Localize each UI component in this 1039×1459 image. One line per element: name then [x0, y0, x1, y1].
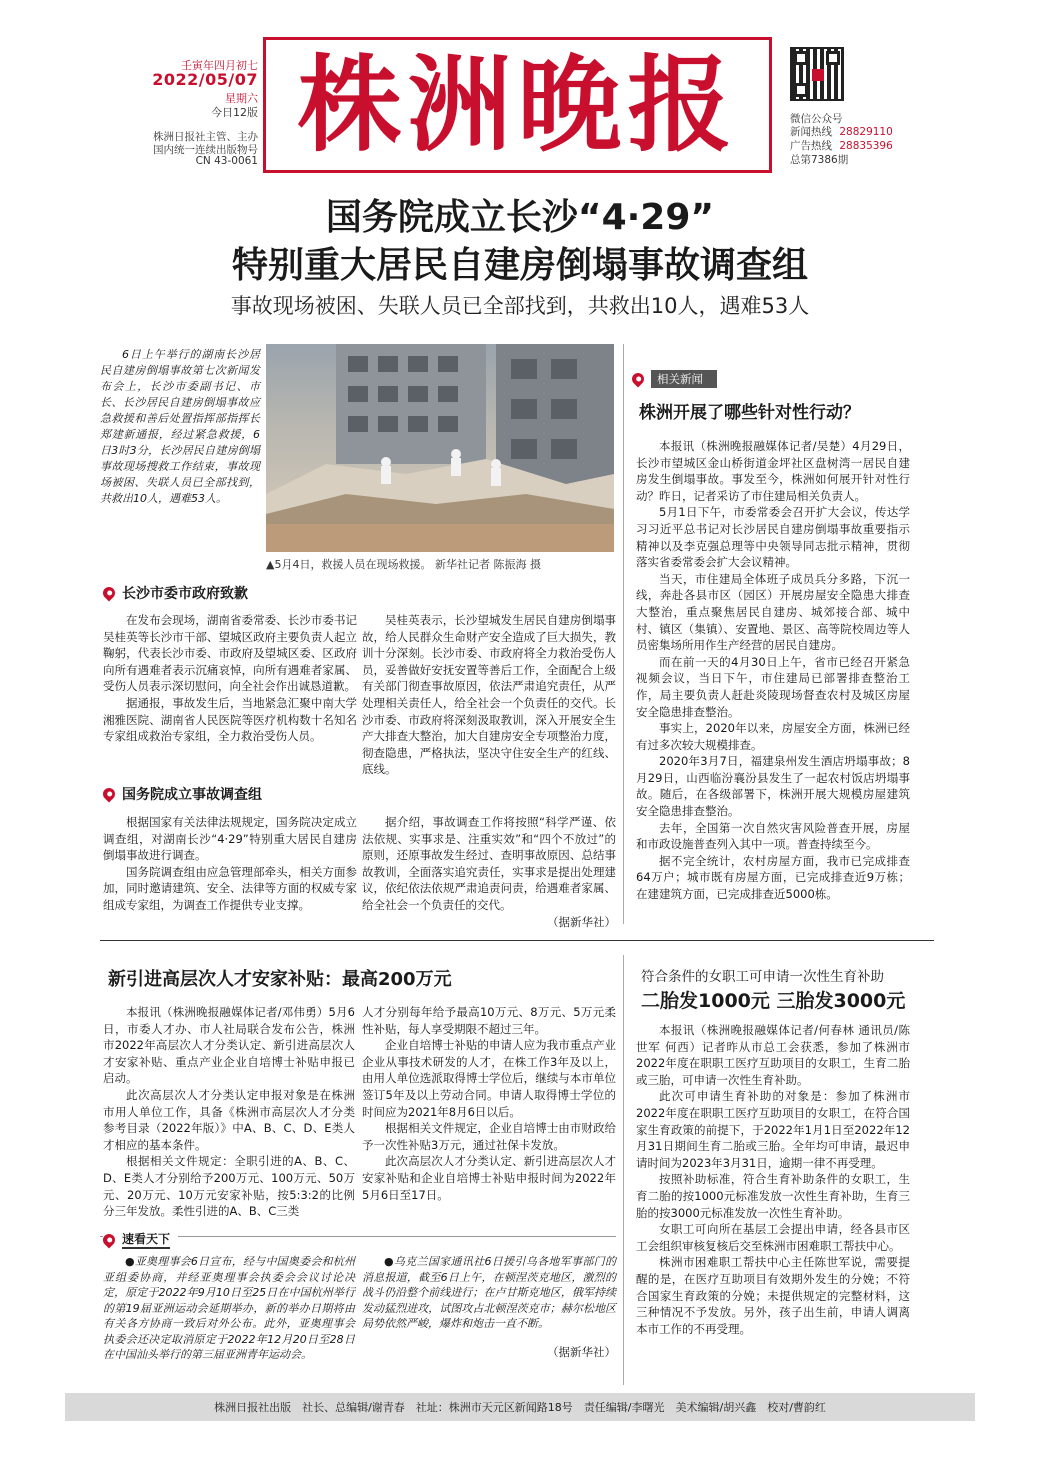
paragraph: 株洲市困难职工帮扶中心主任陈世军说，需要提醒的是，在医疗互助项目有效期外发生的分娩；不符合国家生育政策的分娩；未提供规定的完整材料，这三种情况不予发放。另外，孩子出生前，申请人调离本市工作的不再受理。 — [636, 1255, 910, 1336]
paragraph: 事实上，2020年以来，房屋安全方面，株洲已经有过多次较大规模排查。 — [636, 721, 910, 752]
ad-hotline — [790, 138, 893, 153]
cn-label: 国内统一连续出版物号 — [153, 144, 258, 156]
location-pin-icon — [101, 786, 118, 803]
headline-line1: 国务院成立长沙“4·29” — [325, 197, 715, 238]
paragraph: 据通报，事故发生后，当地紧急汇聚中南大学湘雅医院、湖南省人民医院等医疗机构数十名知名专家组成救治专家组，全力救治受伤人员。 — [103, 695, 357, 744]
paragraph: 企业自培博士补贴的申请人应为我市重点产业企业从事技术研发的人才，在株工作3年及以上，由用人单位选派取得博士学位后，继续与本市单位签订5年及以上劳动合同。申请人取得博士学位的时间应为2021年8月6日以后。 — [362, 1038, 616, 1119]
paragraph: 女职工可向所在基层工会提出申请，经各县市区工会组织审核复核后交至株洲市困难职工帮扶中心。 — [636, 1222, 910, 1253]
paragraph: 本报讯（株洲晚报融媒体记者/邓伟勇）5月6日，市委人才办、市人社局联合发布公告，株洲市2022年高层次人才分类认定、新引进高层次人才安家补贴、重点产业企业自培博士补贴申报已启动。 — [103, 1005, 355, 1086]
related-tag-text: 相关新闻 — [651, 370, 717, 388]
world-col2 — [362, 1254, 616, 1360]
paragraph: 根据相关文件规定：全职引进的A、B、C、D、E类人才分别给予200万元、100万元、50万元、20万元、10万元安家补贴，按5:3:2的比例分三年发放。柔性引进的A、B、C三类 — [103, 1154, 355, 1219]
apology-col2 — [362, 612, 616, 778]
investigation-col2 — [362, 814, 616, 930]
fertility-body — [636, 1022, 910, 1337]
apology-title-text: 长沙市委市政府致歉 — [122, 586, 248, 602]
paragraph: 根据相关文件规定，企业自培博士由市财政给予一次性补贴3万元，通过社保卡发放。 — [362, 1121, 616, 1152]
paragraph: 人才分别每年给予最高10万元、8万元、5万元柔性补贴，每人享受期限不超过三年。 — [362, 1005, 616, 1036]
column-divider — [623, 955, 624, 1385]
world-tag — [103, 1230, 178, 1249]
headline-subtitle: 事故现场被困、失联人员已全部找到，共救出10人，遇难53人 — [230, 294, 810, 318]
paragraph: 本报讯（株洲晚报融媒体记者/何春林 通讯员/陈世军 何西）记者昨从市总工会获悉，参加了株洲市2022年度在职职工医疗互助项目的女职工，生育二胎或三胎，可申请一次性生育补助。 — [636, 1023, 910, 1087]
talent-title: 新引进高层次人才安家补贴：最高200万元 — [108, 969, 452, 990]
edition-count: 今日12版 — [211, 106, 258, 119]
fertility-title: 二胎发1000元 三胎发3000元 — [641, 990, 906, 1012]
section-title-apology — [103, 583, 248, 603]
wechat-label: 微信公众号 — [790, 113, 843, 125]
paragraph: 此次高层次人才分类认定、新引进高层次人才安家补贴和企业自培博士补贴申报时间为2022年5月6日至17日。 — [362, 1154, 616, 1202]
paragraph: 国务院调查组由应急管理部牵头，相关方面参加，同时邀请建筑、安全、法律等方面的权威专家组成专家组，为调查工作提供专业支撑。 — [103, 864, 357, 912]
investigation-col1 — [103, 814, 357, 914]
lead-paragraph: 6日上午举行的湖南长沙居民自建房倒塌事故第七次新闻发布会上，长沙市委副书记、市长、长沙居民自建房倒塌事故应急救援和善后处置指挥部指挥长郑建新通报，经过紧急救援，6日3时3分，长沙居民自建房倒塌事故现场搜救工作结束，事故现场被困、失联人员已全部找到，共救出10人，遇难53人。 — [100, 348, 260, 505]
investigation-source: （据新华社） — [547, 914, 616, 929]
apology-col1 — [103, 612, 357, 745]
masthead — [0, 0, 1039, 180]
related-tag — [632, 370, 717, 388]
world-col1 — [103, 1254, 355, 1363]
paragraph: 本报讯（株洲晚报融媒体记者/吴楚）4月29日，长沙市望城区金山桥街道金坪社区盘树湾一居民自建房发生倒塌事故。事发至今，株洲如何展开针对性行动？昨日，记者采访了市住建局相关负责人。 — [636, 439, 910, 503]
footer-text: 株洲日报社出版 社长、总编辑/谢青春 社址：株洲市天元区新闻路18号 责任编辑/李曙光 美术编辑/胡兴鑫 校对/曹韵红 — [214, 1401, 826, 1414]
fertility-kicker: 符合条件的女职工可申请一次性生育补助 — [641, 969, 884, 985]
issue-total: 总第7386期 — [790, 154, 849, 166]
paragraph: 此次可申请生育补助的对象是：参加了株洲市2022年度在职职工医疗互助项目的女职工，在符合国家生育政策的前提下，于2022年1月1日至2022年12月31日期间生育二胎或三胎。全年均可申请，最迟申请时间为2023年3月31日，逾期一律不再受理。 — [636, 1089, 910, 1170]
paragraph: 而在前一天的4月30日上午，省市已经召开紧急视频会议，当日下午，市住建局已部署排查整治工作，局主要负责人赶赴炎陵现场督查农村及城区房屋安全隐患排查整治。 — [636, 654, 910, 719]
talent-col1 — [103, 1004, 355, 1220]
section-divider — [100, 940, 934, 941]
paragraph: 2020年3月7日，福建泉州发生酒店坍塌事故；8月29日，山西临汾襄汾县发生了一起农村饭店坍塌事故。随后，在各级部署下，株洲开展大规模房屋建筑安全隐患排查整治。 — [636, 754, 910, 819]
paragraph: 吴桂英表示，长沙望城发生居民自建房倒塌事故，给人民群众生命财产安全造成了巨大损失，教训十分深刻。长沙市委、市政府将全力救治受伤人员，妥善做好安抚安置等善后工作，全面配合上级有关部门彻查事故原因，依法严肃追究责任，从严处理相关责任人，给全社会一个负责任的交代。长沙市委、市政府将深刻汲取教训，深入开展安全生产大排查大整治，加大自建房安全专项整治力度，彻查隐患，严格执法，坚决守住安全生产的红线、底线。 — [362, 613, 616, 777]
news-hotline-number: 28829110 — [839, 126, 893, 138]
section-title-investigation — [103, 784, 262, 804]
paragraph: ●乌克兰国家通讯社6日援引乌各地军事部门的消息报道，截至6日上午，在顿涅茨克地区，激烈的战斗仍沿整个前线进行；在卢甘斯克地区，俄军持续发动猛烈进攻，试图攻占北顿涅茨克市；赫尔松地区局势依然严峻，爆炸和炮击一直不断。 — [362, 1255, 616, 1330]
location-pin-icon — [630, 371, 647, 388]
paragraph: 据不完全统计，农村房屋方面，我市已完成排查64万户；城市既有房屋方面，已完成排查近9万栋；在建建筑方面，已完成排查近5000栋。 — [636, 853, 910, 902]
paragraph: 去年，全国第一次自然灾害风险普查开展，房屋和市政设施普查列入其中一项。普查持续至今。 — [636, 820, 910, 852]
paragraph: 在发布会现场，湖南省委常委、长沙市委书记吴桂英等长沙市干部、望城区政府主要负责人起立鞠躬，代表长沙市委、市政府及望城区委、区政府向所有遇难者表示沉痛哀悼，向所有遇难者家属、受伤人员表示深切慰问，向全社会作出诚恳道歉。 — [103, 613, 357, 694]
paragraph: 当天，市住建局全体班子成员兵分多路，下沉一线，奔赴各县市区（园区）开展房屋安全隐患大排查大整治，重点聚焦居民自建房、城郊接合部、城中村、镇区（集镇）、安置地、景区、高等院校周边等人员密集场所用作生产经营的居民自建房。 — [636, 571, 910, 653]
qr-code — [790, 47, 844, 101]
rescue-photo — [266, 344, 614, 552]
paragraph: 根据国家有关法律法规规定，国务院决定成立调查组，对湖南长沙“4·29”特别重大居民自建房倒塌事故进行调查。 — [103, 815, 357, 863]
investigation-title-text: 国务院成立事故调查组 — [122, 787, 262, 803]
ad-hotline-label: 广告热线 — [790, 140, 832, 152]
column-divider — [623, 344, 624, 924]
paragraph: 据介绍，事故调查工作将按照“科学严谨、依法依规、实事求是、注重实效”和“四个不放过”的原则，还原事故发生经过、查明事故原因、总结事故教训，全面落实追究责任，实事求是提出处理建议，依纪依法依规严肃追责问责，给遇难者家属、给全社会一个负责任的交代。 — [362, 815, 616, 912]
paper-title-block — [263, 37, 772, 173]
headline-line2: 特别重大居民自建房倒塌事故调查组 — [231, 245, 808, 286]
world-title: 速看天下 — [122, 1230, 170, 1249]
location-pin-icon — [101, 1231, 118, 1248]
paper-title: 株洲晚报 — [297, 43, 738, 166]
related-body — [636, 438, 910, 903]
ad-hotline-number: 28835396 — [839, 140, 893, 152]
lunar-date: 壬寅年四月初七 — [181, 59, 258, 72]
photo-caption: ▲5月4日，救援人员在现场救援。 新华社记者 陈振海 摄 — [266, 558, 541, 571]
talent-col2 — [362, 1004, 616, 1203]
sponsor: 株洲日报社主管、主办 — [153, 131, 258, 143]
photo-illustration — [266, 344, 614, 552]
paragraph: ●亚奥理事会6日宣布，经与中国奥委会和杭州亚组委协商，并经亚奥理事会执委会会议讨论决定，原定于2022年9月10日至25日在中国杭州举行的第19届亚洲运动会延期举办，新的举办日期将由有关各方协商一致后对外公布。此外，亚奥理事会执委会还决定取消原定于2022年12月20日至28日在中国汕头举行的第三届亚洲青年运动会。 — [103, 1255, 355, 1361]
news-hotline — [790, 124, 893, 139]
paragraph: 按照补助标准，符合生育补助条件的女职工，生育二胎的按1000元标准发放一次性生育补助，生育三胎的按3000元标准发放一次性生育补助。 — [636, 1172, 910, 1220]
related-title: 株洲开展了哪些针对性行动？ — [639, 403, 860, 423]
paragraph: 此次高层次人才分类认定申报对象是在株洲市用人单位工作，具备《株洲市高层次人才分类参考目录（2022年版）》中A、B、C、D、E类人才相应的基本条件。 — [103, 1087, 355, 1152]
paragraph: 5月1日下午，市委常委会召开扩大会议，传达学习习近平总书记对长沙居民自建房倒塌事故重要指示精神以及李克强总理等中央领导同志批示精神，贯彻落实省委常委会扩大会议精神。 — [636, 505, 910, 570]
cn-number: CN 43-0061 — [195, 155, 258, 167]
issue-date: 2022/05/07 — [152, 70, 258, 89]
news-hotline-label: 新闻热线 — [790, 126, 832, 138]
world-source: （据新华社） — [547, 1344, 616, 1359]
footer-bar — [65, 1393, 975, 1421]
weekday: 星期六 — [225, 92, 258, 105]
location-pin-icon — [101, 585, 118, 602]
